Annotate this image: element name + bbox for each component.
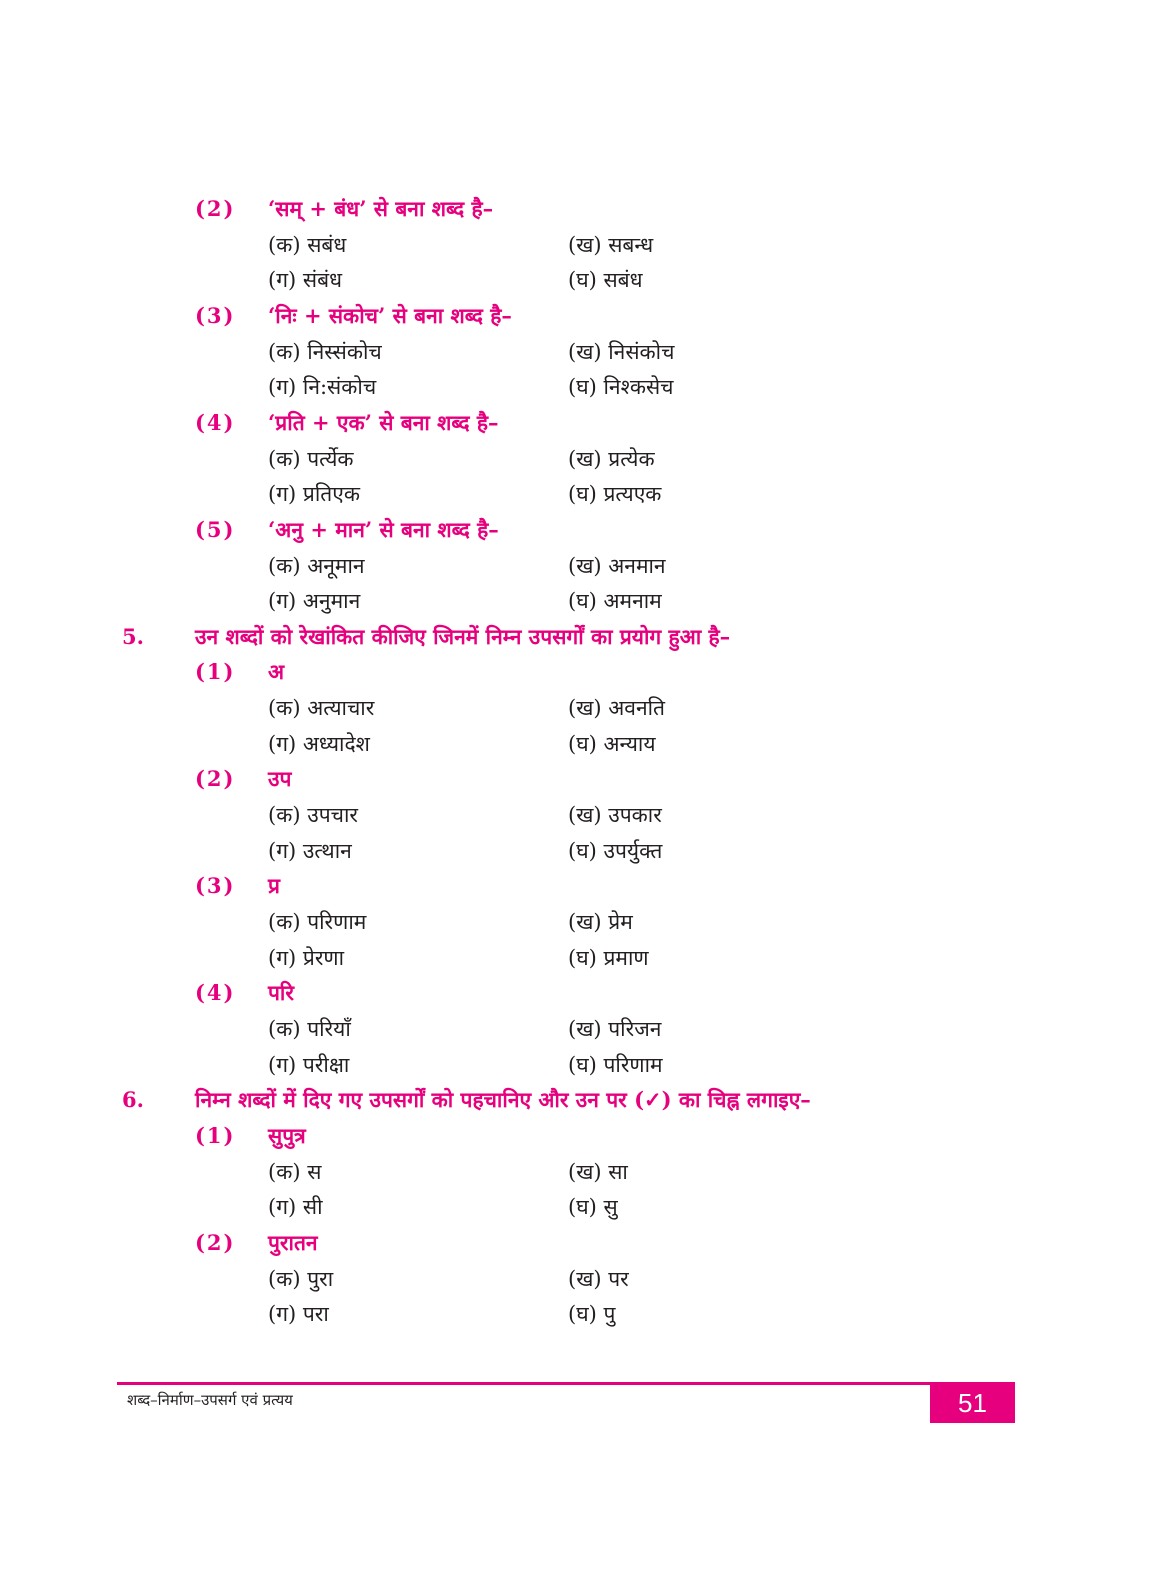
sub-question-text: परि xyxy=(268,980,294,1006)
option-left: (ग) सी xyxy=(268,1195,323,1220)
option-left: (क) परियाँ xyxy=(268,1016,351,1041)
sub-question-text: ‘प्रति + एक’ से बना शब्द है– xyxy=(268,409,499,435)
option-right: (ख) प्रेम xyxy=(568,910,633,934)
option-right: (घ) प्रमाण xyxy=(568,945,649,970)
options-row xyxy=(0,834,1152,868)
sub-question-number: (4) xyxy=(195,980,236,1006)
options-row xyxy=(0,727,1152,761)
option-right: (घ) अन्याय xyxy=(568,731,656,756)
option-left: (ग) परा xyxy=(268,1302,329,1327)
option-left: (ग) प्रेरणा xyxy=(268,945,345,970)
option-right: (ख) सबन्ध xyxy=(568,232,654,257)
options-row xyxy=(0,370,1152,404)
option-left: (क) अत्याचार xyxy=(268,696,375,721)
sub-question xyxy=(0,976,1152,1010)
sub-question-number: (1) xyxy=(195,659,236,685)
options-row xyxy=(0,798,1152,832)
footer-rule xyxy=(117,1382,1015,1385)
sub-question-number: (4) xyxy=(195,409,236,435)
options-row xyxy=(0,335,1152,369)
options-row xyxy=(0,905,1152,939)
sub-question-text: सुपुत्र xyxy=(268,1122,306,1148)
option-right: (ख) पर xyxy=(568,1266,629,1291)
sub-question xyxy=(0,1226,1152,1260)
option-left: (ग) प्रतिएक xyxy=(268,482,360,507)
options-row xyxy=(0,1155,1152,1189)
options-row xyxy=(0,442,1152,476)
option-right: (ख) परिजन xyxy=(568,1016,662,1041)
options-row xyxy=(0,1297,1152,1331)
options-row xyxy=(0,549,1152,583)
sub-question-text: उप xyxy=(268,766,292,792)
options-row xyxy=(0,263,1152,297)
sub-question-text: ‘निः + संकोच’ से बना शब्द है– xyxy=(268,302,512,328)
option-left: (क) पुरा xyxy=(268,1266,334,1291)
option-right: (ख) सा xyxy=(568,1159,628,1184)
question xyxy=(0,620,1152,654)
option-left: (ग) उत्थान xyxy=(268,838,352,863)
option-left: (ग) संबंध xyxy=(268,268,342,293)
sub-question-number: (3) xyxy=(195,302,236,328)
option-right: (ख) प्रत्येक xyxy=(568,446,655,471)
option-right: (ख) उपकार xyxy=(568,803,662,828)
option-right: (ख) अनमान xyxy=(568,553,666,578)
footer-chapter-title: शब्द–निर्माण–उपसर्ग एवं प्रत्यय xyxy=(127,1391,293,1409)
sub-question-number: (5) xyxy=(195,516,236,542)
options-row xyxy=(0,941,1152,975)
options-row xyxy=(0,1262,1152,1296)
question-number: 5. xyxy=(122,623,144,649)
option-right: (घ) निश्कसेच xyxy=(568,375,674,400)
question xyxy=(0,1083,1152,1117)
sub-question xyxy=(0,1119,1152,1153)
option-right: (ख) निसंकोच xyxy=(568,339,675,364)
option-left: (ग) अनुमान xyxy=(268,589,361,614)
sub-question-number: (2) xyxy=(195,196,236,221)
sub-question xyxy=(0,869,1152,903)
option-left: (क) स xyxy=(268,1159,322,1184)
sub-question-text: अ xyxy=(268,659,285,685)
option-left: (क) निस्संकोच xyxy=(268,339,382,364)
question-text: निम्न शब्दों में दिए गए उपसर्गों को पहचानिए और उन पर (✓) का चिह्न लगाइए– xyxy=(195,1087,811,1113)
sub-question-text: प्र xyxy=(268,873,280,899)
sub-question-text: ‘सम् + बंध’ से बना शब्द है– xyxy=(268,196,494,221)
sub-question xyxy=(0,406,1152,440)
option-right: (घ) अमनाम xyxy=(568,589,662,614)
sub-question-number: (2) xyxy=(195,1229,236,1255)
option-right: (घ) सबंध xyxy=(568,268,643,293)
options-row xyxy=(0,1190,1152,1224)
sub-question xyxy=(0,655,1152,689)
option-right: (घ) सु xyxy=(568,1195,618,1220)
sub-question-number: (1) xyxy=(195,1122,236,1148)
page-number: 51 xyxy=(958,1388,987,1418)
options-row xyxy=(0,584,1152,618)
option-left: (ग) परीक्षा xyxy=(268,1052,350,1077)
options-row xyxy=(0,228,1152,262)
option-right: (ख) अवनति xyxy=(568,696,666,721)
page-number-box xyxy=(930,1383,1015,1423)
option-right: (घ) पु xyxy=(568,1302,616,1327)
sub-question xyxy=(0,513,1152,547)
option-left: (ग) नि:संकोच xyxy=(268,375,377,400)
sub-question-text: ‘अनु + मान’ से बना शब्द है– xyxy=(268,516,499,542)
option-right: (घ) प्रत्यएक xyxy=(568,482,662,507)
options-row xyxy=(0,1048,1152,1082)
sub-question-number: (3) xyxy=(195,873,236,899)
sub-question xyxy=(0,192,1152,226)
option-left: (क) पर्त्येक xyxy=(268,446,354,471)
option-right: (घ) उपर्युक्त xyxy=(568,838,663,863)
sub-question-number: (2) xyxy=(195,766,236,792)
question-number: 6. xyxy=(122,1087,144,1113)
option-left: (क) उपचार xyxy=(268,803,358,828)
option-left: (क) अनूमान xyxy=(268,553,365,578)
sub-question xyxy=(0,299,1152,333)
option-left: (ग) अध्यादेश xyxy=(268,731,370,756)
options-row xyxy=(0,691,1152,725)
options-row xyxy=(0,1012,1152,1046)
sub-question-text: पुरातन xyxy=(268,1229,318,1255)
option-right: (घ) परिणाम xyxy=(568,1052,663,1077)
option-left: (क) सबंध xyxy=(268,232,347,257)
option-left: (क) परिणाम xyxy=(268,910,367,934)
question-text: उन शब्दों को रेखांकित कीजिए जिनमें निम्न उपसर्गों का प्रयोग हुआ है– xyxy=(195,623,731,649)
sub-question xyxy=(0,762,1152,796)
options-row xyxy=(0,477,1152,511)
